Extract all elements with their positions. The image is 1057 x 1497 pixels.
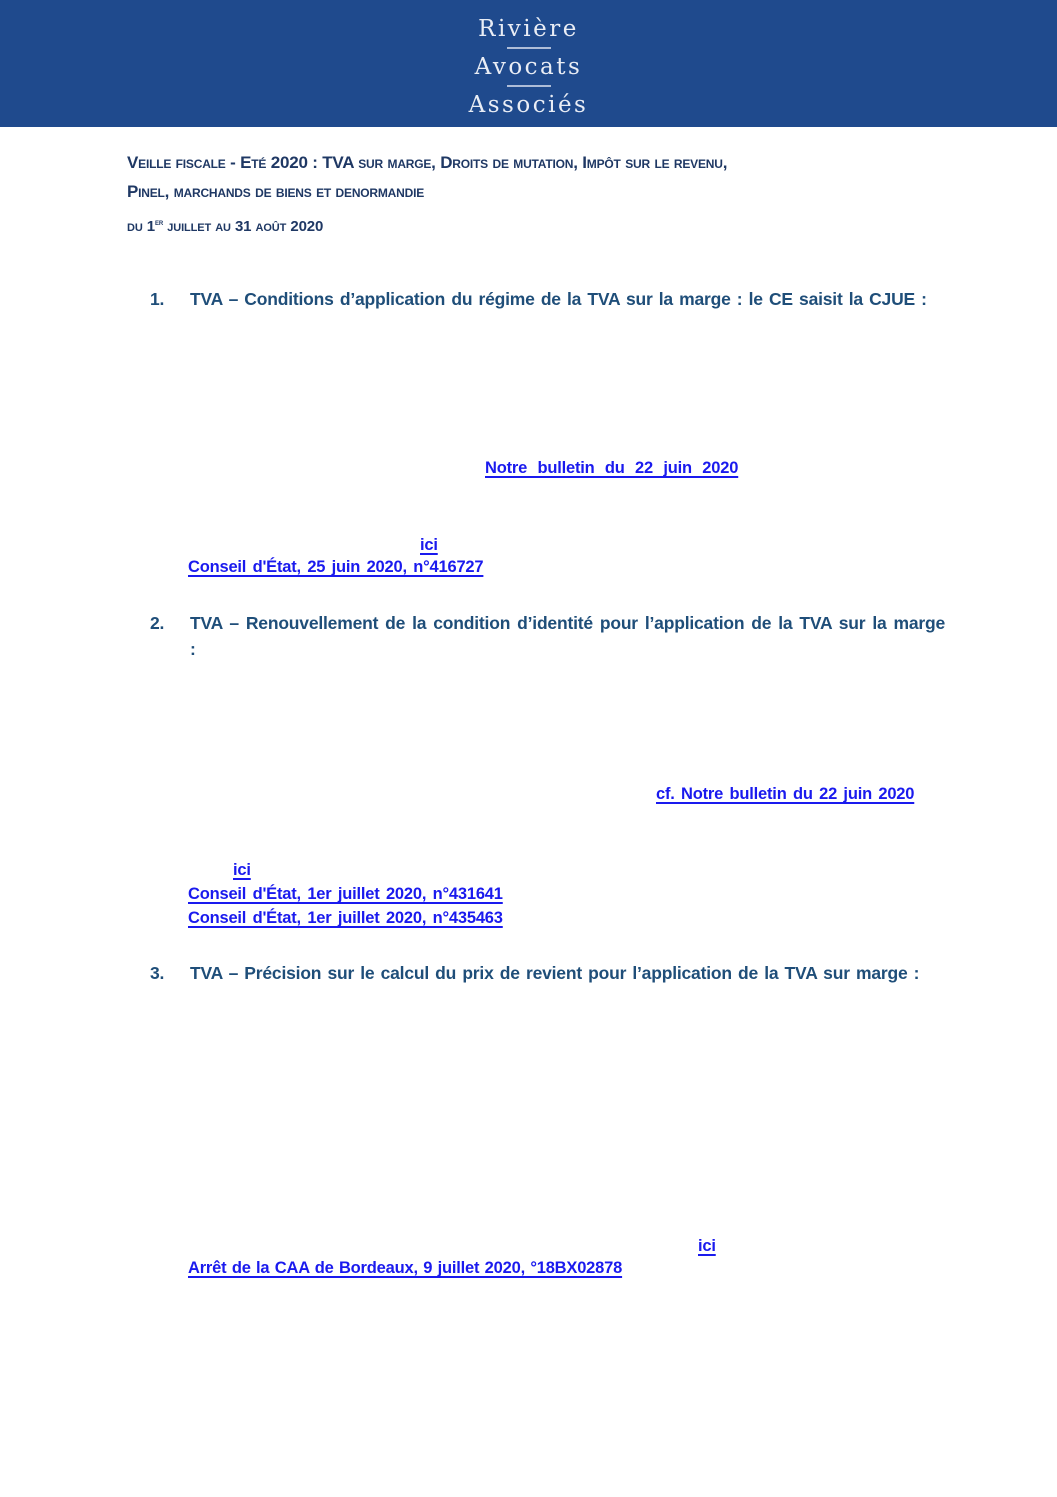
section-3-heading xyxy=(150,960,950,986)
logo-word-associes: Associés xyxy=(468,92,589,118)
title-date-range xyxy=(127,211,942,238)
date-ordinal: er xyxy=(155,217,164,227)
section-1-heading xyxy=(150,286,950,312)
section-1-title: TVA – Conditions d’application du régime de la TVA sur la marge : le CE saisit la CJUE : xyxy=(190,289,927,309)
link-ici-2[interactable]: ici xyxy=(233,861,251,879)
link-caa-bordeaux-18bx02878[interactable]: Arrêt de la CAA de Bordeaux, 9 juillet 2020, °18BX02878 xyxy=(188,1259,623,1277)
section-2-title: TVA – Renouvellement de la condition d’identité pour l’application de la TVA sur la marge : xyxy=(190,613,945,659)
date-suffix: juillet au 31 août 2020 xyxy=(163,218,324,235)
logo-divider xyxy=(507,85,551,87)
section-3-number: 3. xyxy=(150,963,165,983)
title-line-1: Veille fiscale - Eté 2020 : TVA sur marge, Droits de mutation, Impôt sur le revenu, xyxy=(127,153,728,172)
section-2-heading xyxy=(150,610,945,662)
document-title xyxy=(127,148,942,238)
logo-word-avocats: Avocats xyxy=(474,54,583,80)
title-line-2: Pinel, marchands de biens et denormandie xyxy=(127,182,425,201)
link-conseil-etat-435463[interactable]: Conseil d'État, 1er juillet 2020, n°435463 xyxy=(188,909,503,927)
firm-logo xyxy=(0,16,1057,118)
link-bulletin-22-juin-2[interactable]: cf. Notre bulletin du 22 juin 2020 xyxy=(656,785,915,803)
logo-word-riviere: Rivière xyxy=(478,16,579,42)
header-banner xyxy=(0,0,1057,127)
link-bulletin-22-juin-1[interactable]: Notre bulletin du 22 juin 2020 xyxy=(485,459,739,477)
date-prefix: du 1 xyxy=(127,218,155,235)
section-1-number: 1. xyxy=(150,289,165,309)
section-3-title: TVA – Précision sur le calcul du prix de revient pour l’application de la TVA sur marge : xyxy=(190,963,920,983)
link-conseil-etat-416727[interactable]: Conseil d'État, 25 juin 2020, n°416727 xyxy=(188,558,484,576)
logo-divider xyxy=(507,47,551,49)
link-conseil-etat-431641[interactable]: Conseil d'État, 1er juillet 2020, n°431641 xyxy=(188,885,503,903)
section-2-number: 2. xyxy=(150,613,165,633)
link-ici-3[interactable]: ici xyxy=(698,1237,716,1255)
link-ici-1[interactable]: ici xyxy=(420,536,438,554)
